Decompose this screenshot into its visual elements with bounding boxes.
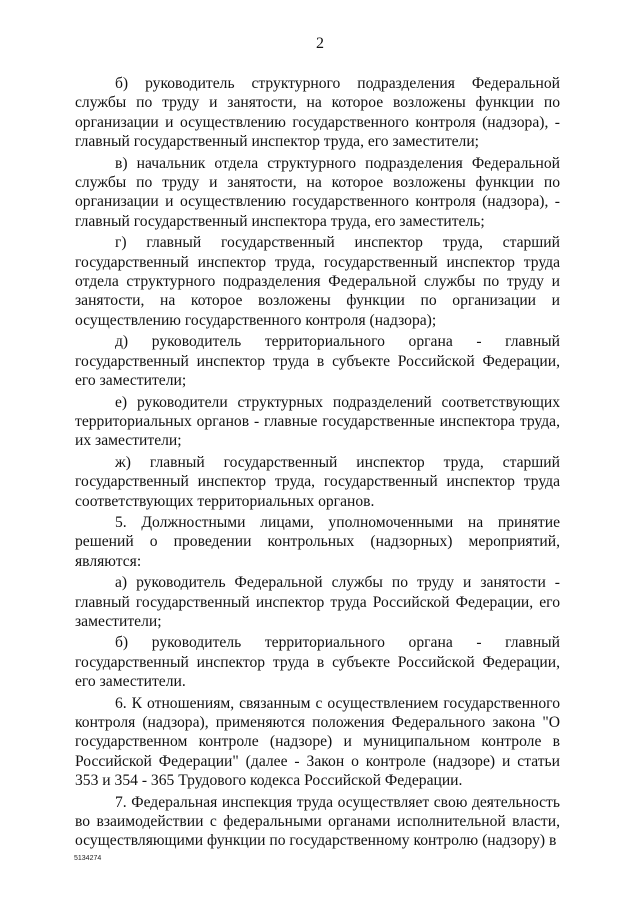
document-body	[75, 74, 560, 853]
paragraph-e-territorial-division-heads: е) руководители структурных подразделений соответствующих территориальных органов - главные государственные инспектора труда, их заместители;	[75, 393, 560, 450]
paragraph-5-authorized-officials: 5. Должностными лицами, уполномоченными на принятие решений о проведении контрольных (надзорных) мероприятий, являются:	[75, 513, 560, 570]
paragraph-v-head-of-department: в) начальник отдела структурного подразделения Федеральной службы по труду и занятости, на которое возложены функции по организации и осуществлению государственного контроля (надзора), - главный государственный инспектора труда, его заместитель;	[75, 154, 560, 230]
paragraph-b-head-of-division: б) руководитель структурного подразделения Федеральной службы по труду и занятости, на которое возложены функции по организации и осуществлению государственного контроля (надзора), - главный государственный инспектор труда, его заместители;	[75, 75, 560, 151]
paragraph-zh-territorial-inspectors: ж) главный государственный инспектор труда, старший государственный инспектор труда, государственный инспектор труда соответствующих территориальных органов.	[75, 453, 560, 510]
document-code: 5134274	[74, 855, 102, 862]
paragraph-g-inspectors: г) главный государственный инспектор труда, старший государственный инспектор труда, государственный инспектор труда отдела структурного подразделения Федеральной службы по труду и занятости, на которое возложены функции по организации и осуществлению государственного контроля (надзора);	[75, 234, 560, 329]
paragraph-7-interaction: 7. Федеральная инспекция труда осуществляет свою деятельность во взаимодействии с федеральными органами исполнительной власти, осуществляющими функции по государственному контролю (надзору) в	[75, 793, 560, 850]
page-number: 2	[316, 35, 324, 52]
paragraph-5b-territorial-head: б) руководитель территориального органа - главный государственный инспектор труда в субъекте Российской Федерации, его заместители.	[75, 634, 560, 691]
paragraph-6-applicable-law: 6. К отношениям, связанным с осуществлением государственного контроля (надзора), применяются положения Федерального закона "О государственном контроле (надзоре) и муниципальном контроле в Российской Федерации" (далее - Закон о контроле (надзоре) и статьи 353 и 354 - 365 Трудового кодекса Российской Федерации.	[75, 694, 560, 790]
paragraph-d-territorial-head: д) руководитель территориального органа - главный государственный инспектор труда в субъекте Российской Федерации, его заместители;	[75, 333, 560, 390]
paragraph-5a-federal-head: а) руководитель Федеральной службы по труду и занятости - главный государственный инспектор труда Российской Федерации, его заместители;	[75, 574, 560, 630]
